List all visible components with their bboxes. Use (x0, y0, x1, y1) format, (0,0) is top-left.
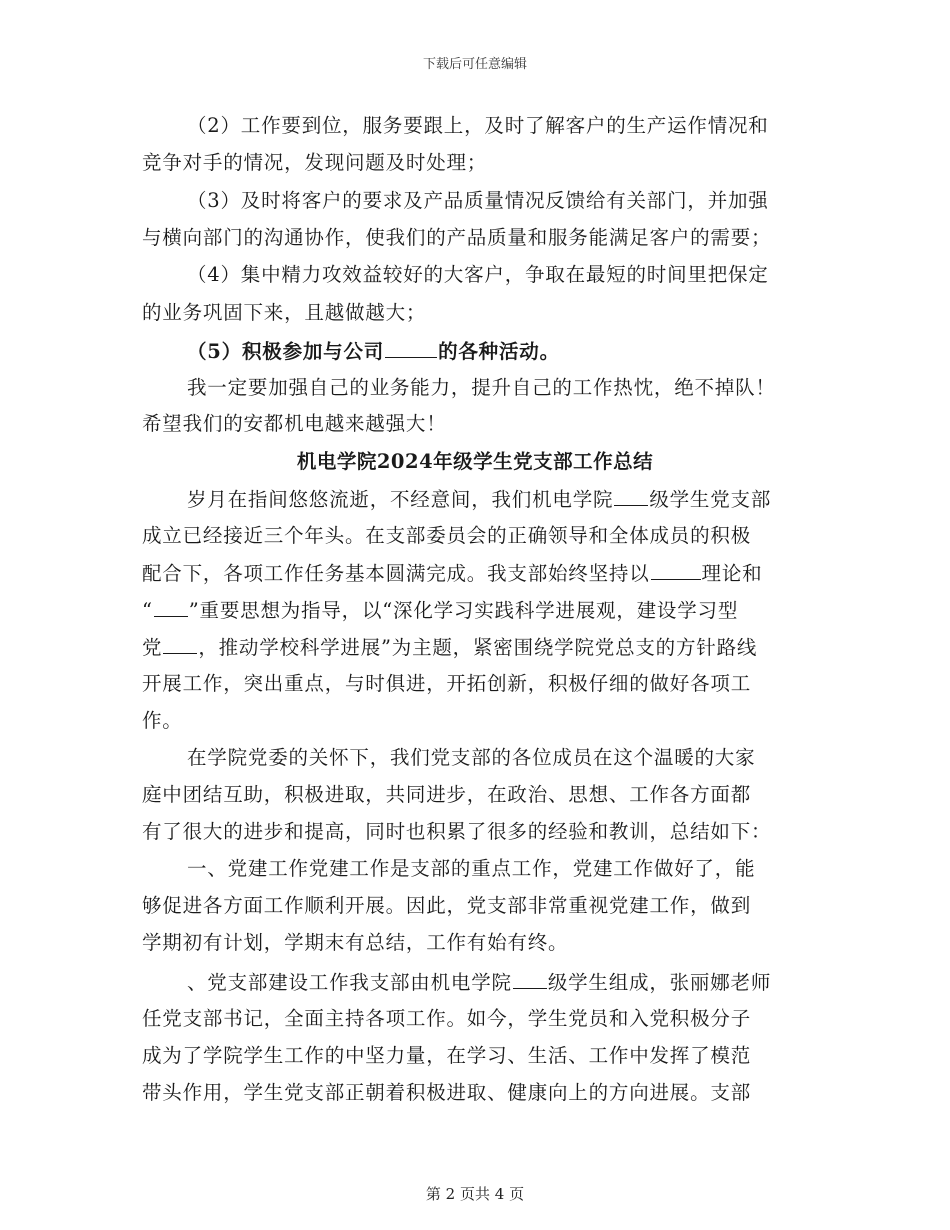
paragraph-line-bold (187, 339, 827, 364)
paragraph-line: （3）及时将客户的要求及产品质量情况反馈给有关部门，并加强 (187, 189, 769, 212)
paragraph-line: 够促进各方面工作顺利开展。因此，党支部非常重视党建工作，做到 (142, 894, 752, 917)
text-segment: 配合下，各项工作任务基本圆满完成。我支部始终坚持以 (142, 562, 650, 585)
text-segment: 党 (142, 636, 163, 659)
paragraph-line: 与横向部门的沟通协作，使我们的产品质量和服务能满足客户的需要； (142, 226, 772, 249)
paragraph-line: 成为了学院学生工作的中坚力量，在学习、生活、工作中发挥了模范 (142, 1044, 752, 1067)
text-segment: 的各种活动。 (438, 340, 560, 363)
page-footer: 第 2 页共 4 页 (425, 1185, 525, 1203)
paragraph-line (187, 487, 827, 512)
paragraph-line: 任党支部书记，全面主持各项工作。如今，学生党员和入党积极分子 (142, 1007, 752, 1030)
blank-underline (154, 598, 188, 617)
paragraph-line: 学期初有计划，学期末有总结，工作有始有终。 (142, 931, 569, 954)
text-segment: 理论和 (701, 562, 763, 585)
text-segment: 岁月在指间悠悠流逝，不经意间，我们机电学院 (187, 488, 614, 511)
page-header: 下载后可任意编辑 (422, 57, 527, 72)
paragraph-line: 庭中团结互助，积极进取，共同进步，在政治、思想、工作各方面都 (142, 783, 752, 806)
paragraph-line: 的业务巩固下来，且越做越大； (142, 301, 427, 324)
text-segment: ，推动学校科学进展”为主题，紧密围绕学院党总支的方针路线 (198, 636, 758, 659)
paragraph-line: 在学院党委的关怀下，我们党支部的各位成员在这个温暖的大家 (187, 746, 756, 769)
blank-underline (513, 970, 547, 989)
paragraph-line: 有了很大的进步和提高，同时也积累了很多的经验和教训，总结如下： (142, 820, 772, 843)
blank-underline (385, 339, 437, 358)
text-segment: 级学生组成，张丽娜老师 (547, 971, 772, 994)
text-segment: ”重要思想为指导，以“深化学习实践科学进展观，建设学习型 (188, 599, 739, 622)
blank-underline (614, 487, 648, 506)
paragraph-line: （4）集中精力攻效益较好的大客户，争取在最短的时间里把保定 (187, 263, 769, 286)
paragraph-line: 希望我们的安都机电越来越强大！ (142, 412, 447, 435)
paragraph-line (187, 970, 827, 995)
text-segment: （5）积极参加与公司 (187, 340, 385, 363)
paragraph-line: 作。 (142, 709, 183, 732)
text-segment: 级学生党支部 (649, 488, 772, 511)
paragraph-line (142, 635, 822, 660)
paragraph-line: 开展工作，突出重点，与时俱进，开拓创新，积极仔细的做好各项工 (142, 672, 752, 695)
paragraph-line: （2）工作要到位，服务要跟上，及时了解客户的生产运作情况和 (187, 114, 769, 137)
paragraph-line: 带头作用，学生党支部正朝着积极进取、健康向上的方向进展。支部 (142, 1081, 752, 1104)
paragraph-line (142, 598, 822, 623)
section-title: 机电学院2024年级学生党支部工作总结 (296, 450, 654, 473)
paragraph-line (142, 561, 822, 586)
blank-underline (651, 561, 701, 580)
blank-underline (163, 635, 197, 654)
text-segment: 、党支部建设工作我支部由机电学院 (187, 971, 512, 994)
text-segment: “ (142, 599, 153, 622)
paragraph-line: 竞争对手的情况，发现问题及时处理； (142, 151, 488, 174)
paragraph-line: 一、党建工作党建工作是支部的重点工作，党建工作做好了，能 (187, 857, 756, 880)
paragraph-line: 成立已经接近三个年头。在支部委员会的正确领导和全体成员的积极 (142, 524, 752, 547)
paragraph-line: 我一定要加强自己的业务能力，提升自己的工作热忱，绝不掉队！ (187, 376, 776, 399)
